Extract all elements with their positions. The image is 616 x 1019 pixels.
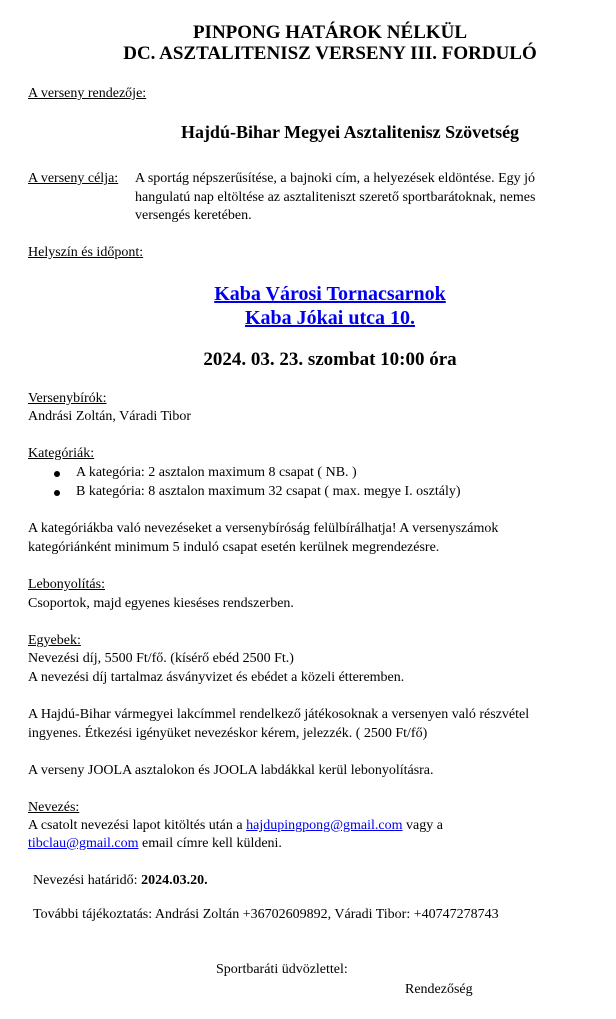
category-item: B kategória: 8 asztalon maximum 32 csapat ( max. megye I. osztály)	[76, 484, 461, 499]
deadline-label: Nevezési határidő:	[33, 873, 142, 888]
venue-link-name[interactable]: Kaba Városi Tornacsarnok	[214, 283, 446, 305]
conduct-label: Lebonyolítás:	[28, 577, 105, 592]
organizer-label: A verseny rendezője:	[28, 86, 147, 101]
goal-text-line3: versengés keretében.	[135, 208, 252, 223]
categories-note-line2: kategóriánként minimum 5 induló csapat esetén kerülnek megrendezésre.	[28, 540, 440, 555]
conduct-text: Csoportok, majd egyenes kieséses rendszerben.	[28, 596, 294, 611]
equipment-text: A verseny JOOLA asztalokon és JOOLA labdákkal kerül lebonyolításra.	[28, 763, 434, 778]
closing-signature: Rendezőség	[405, 982, 473, 997]
goal-text-line2: hangulatú nap eltöltése az asztaliteniszt szerető sportbarátoknak, nemes	[135, 190, 536, 205]
categories-note-line1: A kategóriákba való nevezéseket a versenybíróság felülbírálhatja! A versenyszámok	[28, 521, 499, 536]
referees-names: Andrási Zoltán, Váradi Tibor	[28, 409, 192, 424]
organizer-name: Hajdú-Bihar Megyei Asztalitenisz Szövetség	[180, 122, 520, 142]
categories-label: Kategóriák:	[28, 446, 95, 461]
local-players-text-line2: ingyenes. Étkezési igényüket nevezéskor kérem, jelezzék. ( 2500 Ft/fő)	[28, 726, 428, 741]
bullet-icon	[54, 490, 60, 496]
local-players-text-line1: A Hajdú-Bihar vármegyei lakcímmel rendelkező játékosoknak a versenyen való részvétel	[28, 707, 530, 722]
entry-text-after: email címre kell küldeni.	[138, 836, 282, 851]
location-label: Helyszín és időpont:	[28, 245, 144, 260]
entry-label: Nevezés:	[28, 800, 80, 815]
other-label: Egyebek:	[28, 633, 81, 648]
entry-fee-includes: A nevezési díj tartalmaz ásványvizet és ebédet a közeli étteremben.	[28, 670, 405, 685]
category-item: A kategória: 2 asztalon maximum 8 csapat ( NB. )	[76, 465, 357, 480]
entry-text-line2	[28, 836, 282, 852]
goal-text-line1: A sportág népszerűsítése, a bajnoki cím, a helyezések eldöntése. Egy jó	[135, 171, 536, 186]
email-link-hajdupingpong[interactable]: hajdupingpong@gmail.com	[246, 818, 403, 833]
goal-label: A verseny célja:	[28, 171, 119, 186]
event-datetime: 2024. 03. 23. szombat 10:00 óra	[203, 349, 457, 370]
bullet-icon	[54, 471, 60, 477]
email-link-tibclau[interactable]: tibclau@gmail.com	[28, 836, 139, 851]
document-title-line1: PINPONG HATÁROK NÉLKÜL	[192, 22, 468, 43]
deadline-line	[33, 873, 208, 889]
entry-text-before: A csatolt nevezési lapot kitöltés után a	[28, 818, 247, 833]
closing-greeting: Sportbaráti üdvözlettel:	[216, 962, 348, 977]
entry-fee-text: Nevezési díj, 5500 Ft/fő. (kísérő ebéd 2500 Ft.)	[28, 651, 294, 666]
entry-text-line1	[28, 818, 443, 834]
entry-text-middle: vagy a	[402, 818, 443, 833]
document-title-line2: DC. ASZTALITENISZ VERSENY III. FORDULÓ	[123, 43, 537, 64]
referees-label: Versenybírók:	[28, 391, 107, 406]
deadline-date: 2024.03.20.	[141, 873, 208, 888]
venue-link-address[interactable]: Kaba Jókai utca 10.	[244, 307, 416, 329]
contact-info: További tájékoztatás: Andrási Zoltán +36702609892, Váradi Tibor: +40747278743	[33, 907, 499, 922]
